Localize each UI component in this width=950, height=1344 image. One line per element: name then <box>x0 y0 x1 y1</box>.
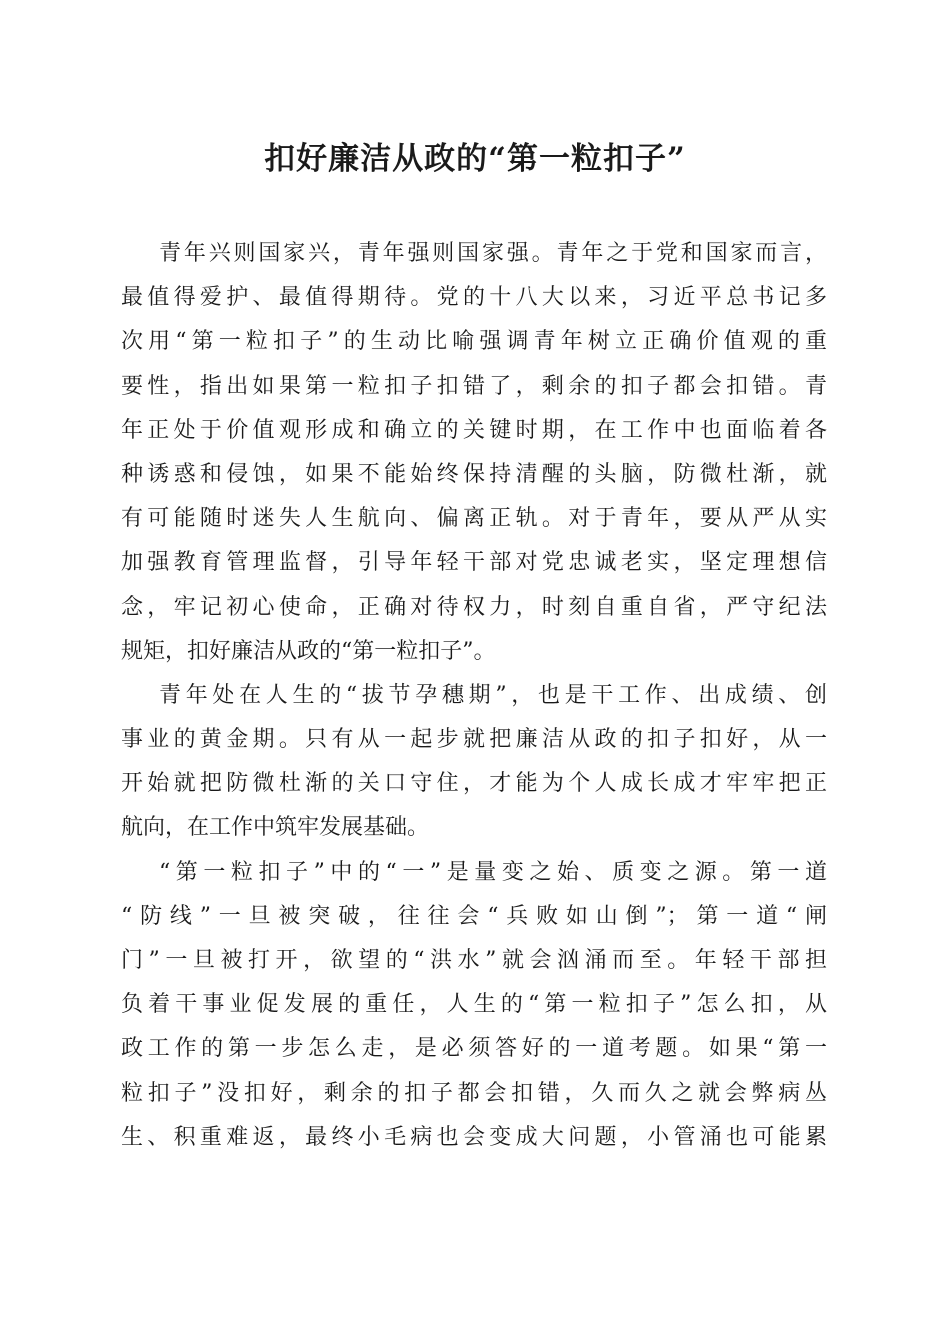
text-line: 青年处在人生的“拔节孕穗期”，也是干工作、出成绩、创 <box>159 682 827 708</box>
text-line: 开始就把防微杜渐的关口守住，才能为个人成长成才牢牢把正 <box>121 771 827 797</box>
text-line: 种诱惑和侵蚀，如果不能始终保持清醒的头脑，防微杜渐，就 <box>121 461 827 487</box>
text-line: 年正处于价值观形成和确立的关键时期，在工作中也面临着各 <box>121 417 827 443</box>
text-line: 有可能随时迷失人生航向、偏离正轨。对于青年，要从严从实 <box>121 506 827 532</box>
paragraph-1 <box>121 232 827 674</box>
paragraph-2 <box>121 674 827 851</box>
text-line: 念，牢记初心使命，正确对待权力，时刻自重自省，严守纪法 <box>121 594 827 620</box>
text-line: 粒扣子”没扣好，剩余的扣子都会扣错，久而久之就会弊病丛 <box>121 1080 827 1106</box>
document-title: 扣好廉洁从政的“第一粒扣子” <box>264 141 686 177</box>
text-line: 生、积重难返，最终小毛病也会变成大问题，小管涌也可能累 <box>121 1124 827 1150</box>
text-line: 次用“第一粒扣子”的生动比喻强调青年树立正确价值观的重 <box>121 329 827 355</box>
text-line: 事业的黄金期。只有从一起步就把廉洁从政的扣子扣好，从一 <box>121 727 827 753</box>
text-line: “第一粒扣子”中的“一”是量变之始、质变之源。第一道 <box>159 859 827 885</box>
paragraph-3 <box>121 851 827 1160</box>
text-line: 负着干事业促发展的重任，人生的“第一粒扣子”怎么扣，从 <box>121 992 827 1018</box>
text-line: 航向，在工作中筑牢发展基础。 <box>121 815 430 841</box>
text-line: 门”一旦被打开，欲望的“洪水”就会汹涌而至。年轻干部担 <box>121 948 827 973</box>
text-line: 加强教育管理监督，引导年轻干部对党忠诚老实，坚定理想信 <box>121 550 827 576</box>
text-line: “防线”一旦被突破，往往会“兵败如山倒”；第一道“闸 <box>121 903 827 929</box>
text-line: 政工作的第一步怎么走，是必须答好的一道考题。如果“第一 <box>121 1036 827 1062</box>
text-line: 要性，指出如果第一粒扣子扣错了，剩余的扣子都会扣错。青 <box>121 373 827 399</box>
text-line: 最值得爱护、最值得期待。党的十八大以来，习近平总书记多 <box>121 285 827 311</box>
document-body <box>121 232 827 1160</box>
text-line: 规矩，扣好廉洁从政的“第一粒扣子”。 <box>121 638 496 664</box>
text-line: 青年兴则国家兴，青年强则国家强。青年之于党和国家而言， <box>159 241 827 266</box>
